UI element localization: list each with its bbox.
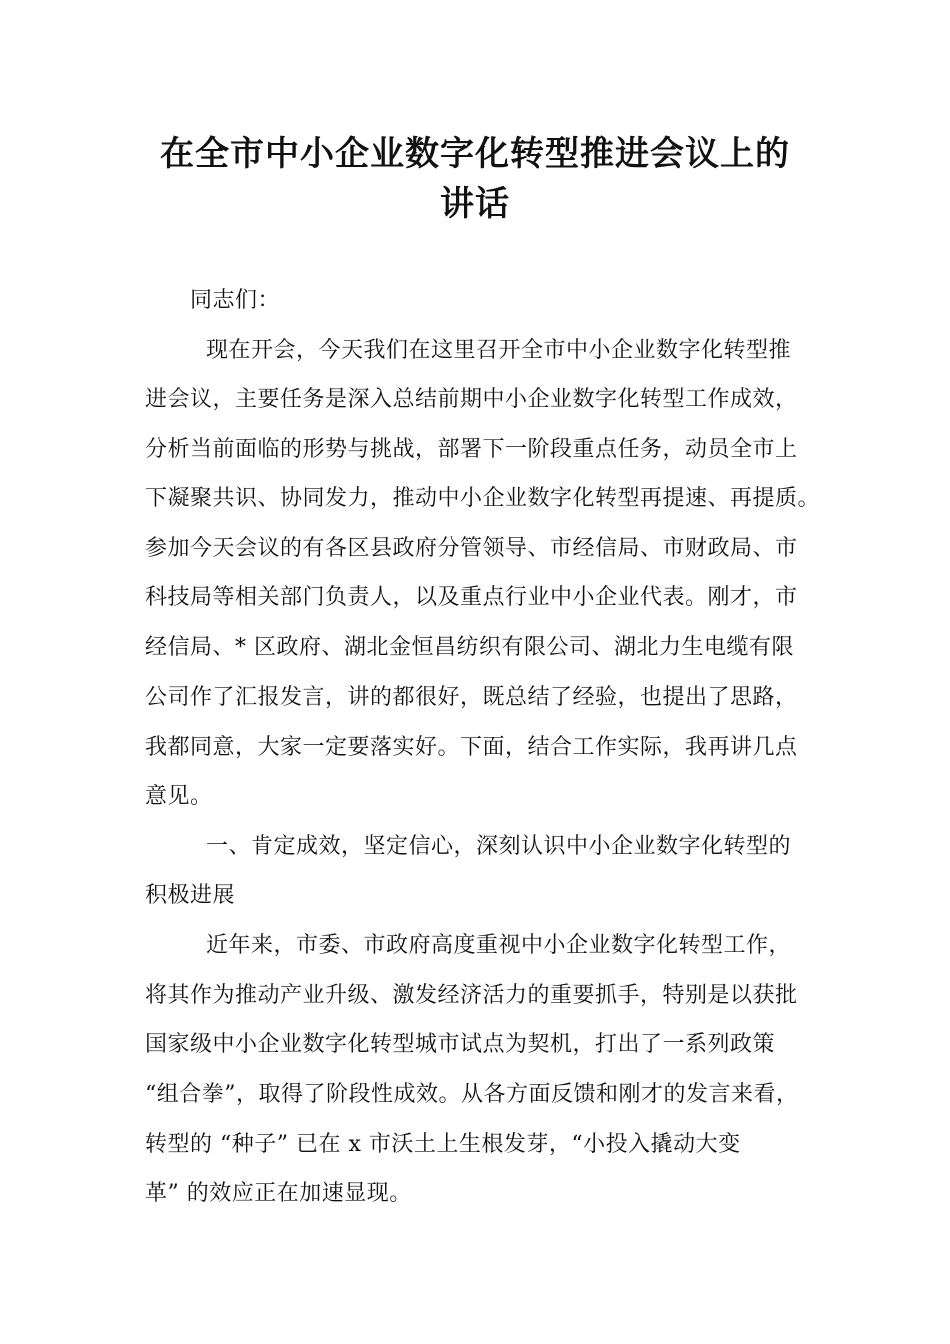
- document-title-line-2: 讲话: [440, 184, 510, 224]
- paragraph-line: 经信局、* 区政府、湖北金恒昌纺织有限公司、湖北力生电缆有限: [145, 635, 794, 660]
- paragraph-line: 意见。: [145, 784, 213, 809]
- paragraph-line: 近年来，市委、市政府高度重视中小企业数字化转型工作，: [206, 933, 792, 958]
- section-heading-line: 一、肯定成效，坚定信心，深刻认识中小企业数字化转型的: [206, 834, 792, 859]
- paragraph-line: 下凝聚共识、协同发力，推动中小企业数字化转型再提速、再提质。: [145, 486, 821, 511]
- paragraph-line: 现在开会，今天我们在这里召开全市中小企业数字化转型推: [206, 338, 792, 363]
- paragraph-line: 革” 的效应正在加速显现。: [145, 1181, 412, 1206]
- paragraph-line: 转型的 “种子” 已在 x 市沃土上生根发芽，“小投入撬动大变: [145, 1132, 741, 1157]
- paragraph-line: 将其作为推动产业升级、激发经济活力的重要抓手，特别是以获批: [145, 983, 798, 1008]
- paragraph-line: 公司作了汇报发言，讲的都很好，既总结了经验，也提出了思路，: [145, 685, 798, 710]
- document-title-line-1: 在全市中小企业数字化转型推进会议上的: [160, 134, 790, 174]
- salutation: 同志们：: [190, 288, 281, 313]
- paragraph-line: 进会议，主要任务是深入总结前期中小企业数字化转型工作成效，: [145, 387, 798, 412]
- paragraph-line: 国家级中小企业数字化转型城市试点为契机，打出了一系列政策: [145, 1032, 776, 1057]
- paragraph-line: “组合拳”，取得了阶段性成效。从各方面反馈和刚才的发言来看，: [145, 1082, 799, 1107]
- paragraph-line: 参加今天会议的有各区县政府分管领导、市经信局、市财政局、市: [145, 536, 798, 561]
- paragraph-line: 我都同意，大家一定要落实好。下面，结合工作实际，我再讲几点: [145, 735, 798, 760]
- paragraph-line: 分析当前面临的形势与挑战，部署下一阶段重点任务，动员全市上: [145, 437, 798, 462]
- paragraph-line: 科技局等相关部门负责人，以及重点行业中小企业代表。刚才，市: [145, 585, 798, 610]
- section-heading-line: 积极进展: [145, 883, 236, 908]
